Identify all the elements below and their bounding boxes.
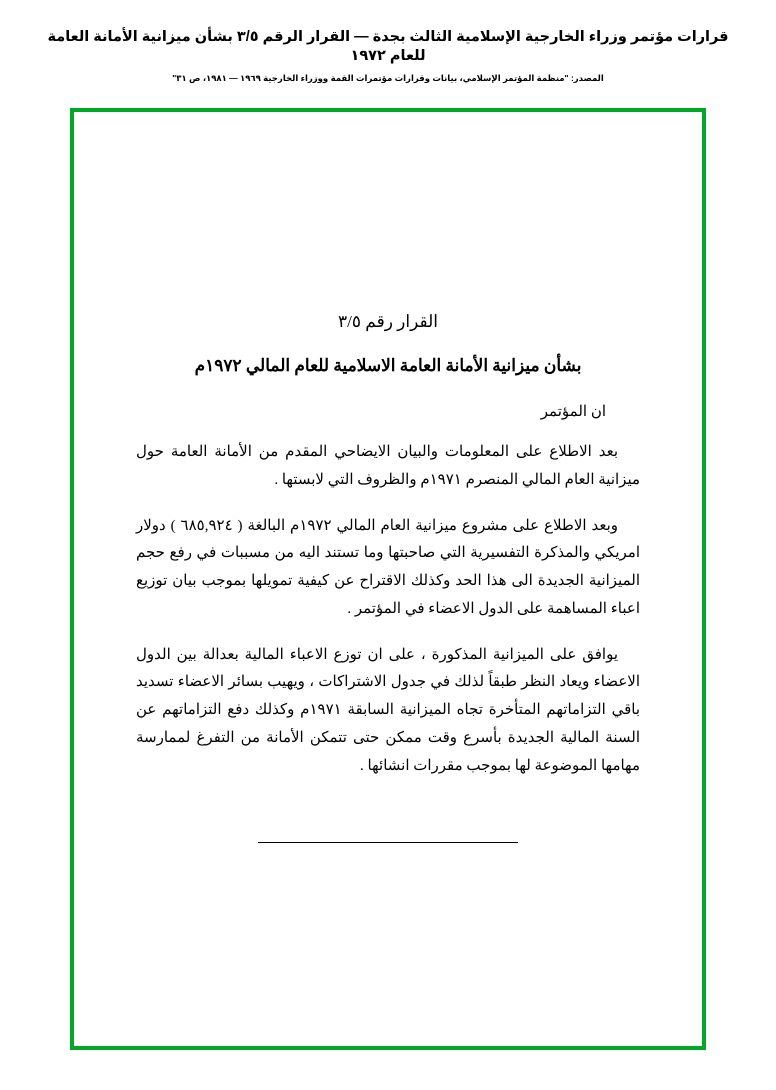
header-title: قرارات مؤتمر وزراء الخارجية الإسلامية الثالث بجدة — القرار الرقم ٣/٥ بشأن ميزانية الأمانة العامة للعام ١٩٧٢ — [47, 29, 729, 64]
resolution-paragraph-3: يوافق على الميزانية المذكورة ، على ان توزع الاعباء المالية بعدالة بين الدول الاعضاء ويعاد النظر طبقاً لذلك في جدول الاشتراكات ، ويهيب بسائر الاعضاء تسديد باقي التزاماتهم المتأخرة تجاه الميزانية السابقة ١٩٧١م وكذلك دفع التزاماتهم عن السنة المالية الجديدة بأسرع وقت ممكن حتى تتمكن الأمانة من التفرغ لممارسة مهامها الموضوعة لها بموجب مقررات انشائها . — [136, 646, 640, 774]
resolution-subject: بشأن ميزانية الأمانة العامة الاسلامية للعام المالي ١٩٧٢م — [194, 356, 582, 375]
resolution-paragraph-1: بعد الاطلاع على المعلومات والبيان الايضاحي المقدم من الأمانة العامة حول ميزانية العام المالي المنصرم ١٩٧١م والظروف التي لابستها . — [136, 444, 640, 488]
header-source: المصدر: "منظمة المؤتمر الإسلامي، بيانات وقرارات مؤتمرات القمة ووزراء الخارجية ١٩٦٩ — ١٩٨١، ص ٣١" — [172, 72, 604, 83]
horizontal-divider — [258, 842, 518, 843]
document-body — [136, 312, 640, 843]
resolution-paragraph-2: وبعد الاطلاع على مشروع ميزانية العام المالي ١٩٧٢م البالغة ( ٦٨٥,٩٢٤ ) دولار امريكي والمذكرة التفسيرية التي صاحبتها وما تستند اليه من مسببات في رفع حجم الميزانية الجديدة الى هذا الحد وكذلك الاقتراح عن كيفية تمويلها بموجب بيان توزيع اعباء المساهمة على الدول الاعضاء في المؤتمر . — [136, 517, 640, 617]
green-border-frame — [70, 108, 706, 1050]
page-header — [0, 28, 776, 84]
resolution-number: القرار رقم ٣/٥ — [338, 312, 438, 331]
resolution-opening: ان المؤتمر — [540, 404, 606, 420]
